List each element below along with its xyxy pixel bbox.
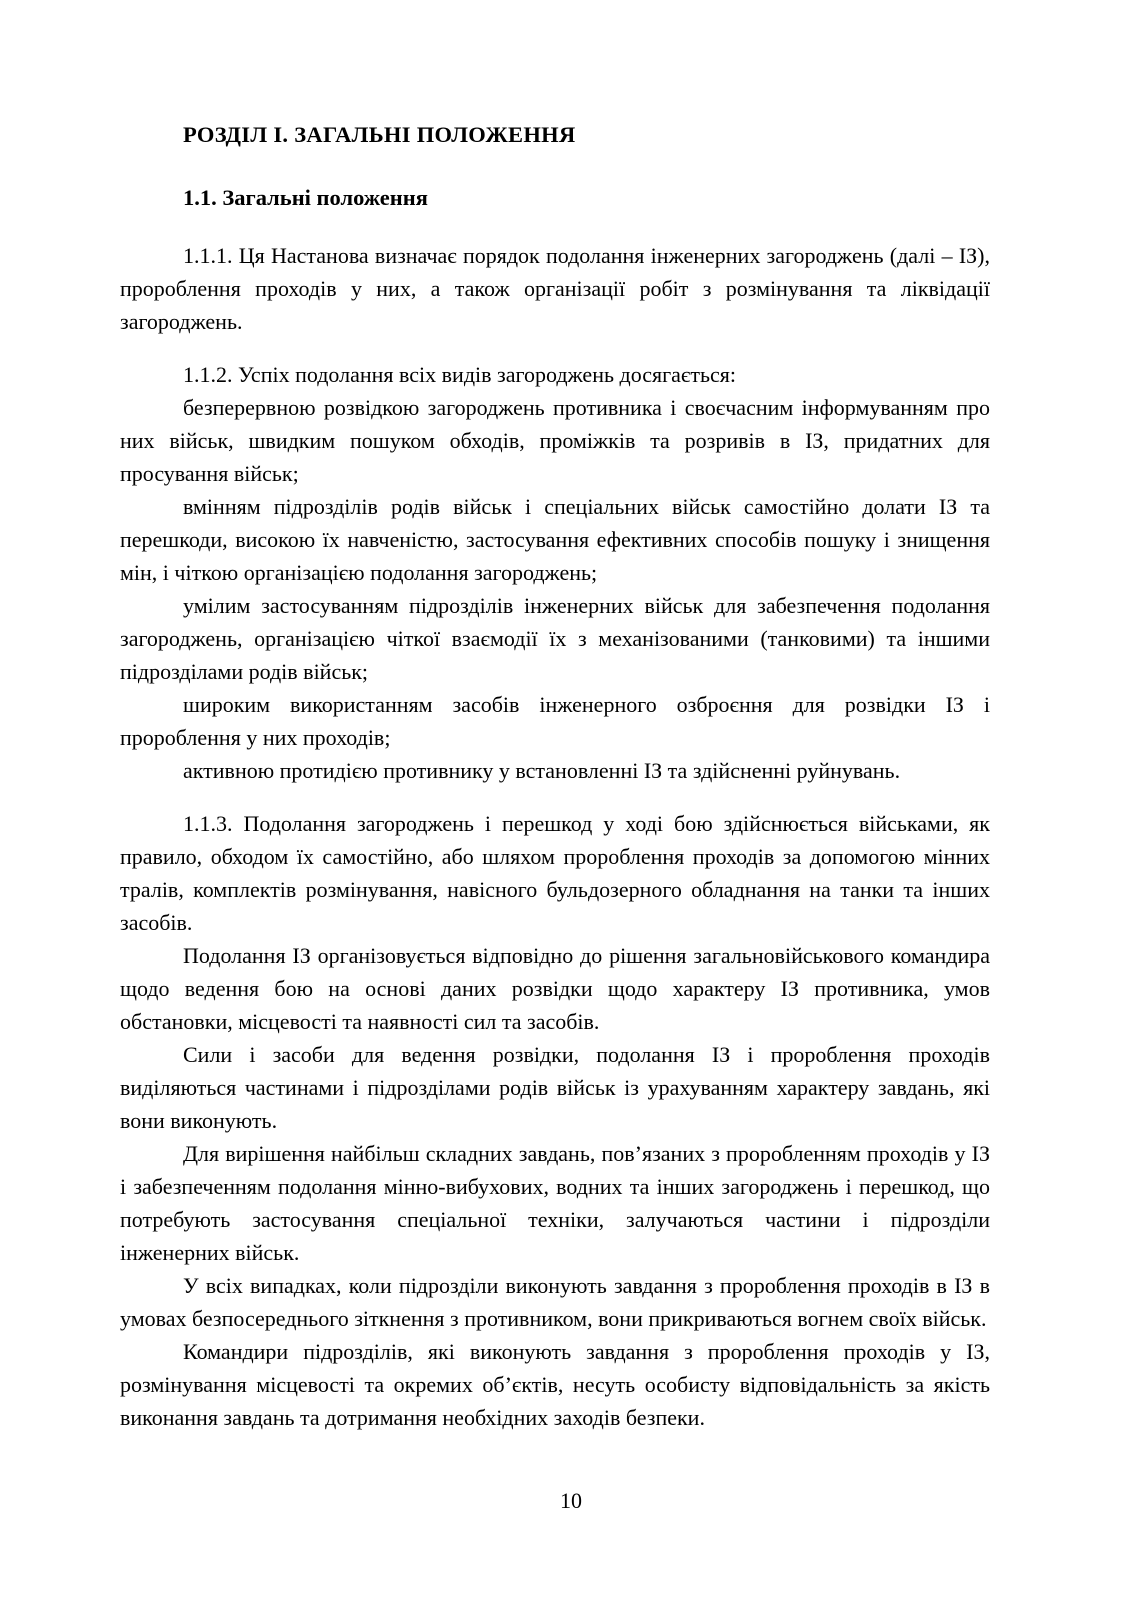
page-number: 10 (560, 1488, 582, 1513)
paragraph: Подолання ІЗ організовується відповідно до рішення загальновійськового командира щодо ведення бою на основі даних розвідки щодо характеру ІЗ противника, умов обстановки, місцевості та наявності сил та засобів. (120, 943, 990, 1034)
paragraph: активною протидією противнику у встановленні ІЗ та здійсненні руйнувань. (183, 758, 901, 783)
paragraph-block-1-1-1 (120, 239, 990, 338)
chapter-title: РОЗДІЛ І. ЗАГАЛЬНІ ПОЛОЖЕННЯ (183, 122, 576, 147)
paragraph: широким використанням засобів інженерного озброєння для розвідки ІЗ і пророблення у них проходів; (120, 692, 990, 750)
paragraph: 1.1.3. Подолання загороджень і перешкод у ході бою здійснюється військами, як правило, обходом їх самостійно, або шляхом пророблення проходів за допомогою мінних тралів, комплектів розмінування, навісного бульдозерного обладнання на танки та інших засобів. (120, 811, 990, 935)
paragraph-block-1-1-3 (120, 807, 990, 1434)
section-heading: 1.1. Загальні положення (183, 185, 428, 210)
paragraph: умілим застосуванням підрозділів інженерних військ для забезпечення подолання загороджень, організацією чіткої взаємодії їх з механізованими (танковими) та іншими підрозділами родів військ; (120, 593, 990, 684)
paragraph: 1.1.1. Ця Настанова визначає порядок подолання інженерних загороджень (далі – ІЗ), пророблення проходів у них, а також організації робіт з розмінування та ліквідації загороджень. (120, 243, 990, 334)
paragraph: Для вирішення найбільш складних завдань, пов’язаних з проробленням проходів у ІЗ і забезпеченням подолання мінно-вибухових, водних та інших загороджень і перешкод, що потребують застосування спеціальної техніки, залучаються частини і підрозділи інженерних військ. (120, 1141, 990, 1265)
paragraph: Сили і засоби для ведення розвідки, подолання ІЗ і пророблення проходів виділяються частинами і підрозділами родів військ із урахуванням характеру завдань, які вони виконують. (120, 1042, 990, 1133)
paragraph: безперервною розвідкою загороджень противника і своєчасним інформуванням про них військ, швидким пошуком обходів, проміжків та розривів в ІЗ, придатних для просування військ; (120, 395, 990, 486)
paragraph: вмінням підрозділів родів військ і спеціальних військ самостійно долати ІЗ та перешкоди, високою їх навченістю, застосування ефективних способів пошуку і знищення мін, і чіткою організацією подолання загороджень; (120, 494, 990, 585)
paragraph-block-1-1-2 (120, 358, 990, 787)
paragraph: 1.1.2. Успіх подолання всіх видів загороджень досягається: (183, 362, 736, 387)
paragraph: У всіх випадках, коли підрозділи виконують завдання з пророблення проходів в ІЗ в умовах безпосереднього зіткнення з противником, вони прикриваються вогнем своїх військ. (120, 1273, 990, 1331)
paragraph: Командири підрозділів, які виконують завдання з пророблення проходів у ІЗ, розмінування місцевості та окремих об’єктів, несуть особисту відповідальність за якість виконання завдань та дотримання необхідних заходів безпеки. (120, 1339, 990, 1430)
